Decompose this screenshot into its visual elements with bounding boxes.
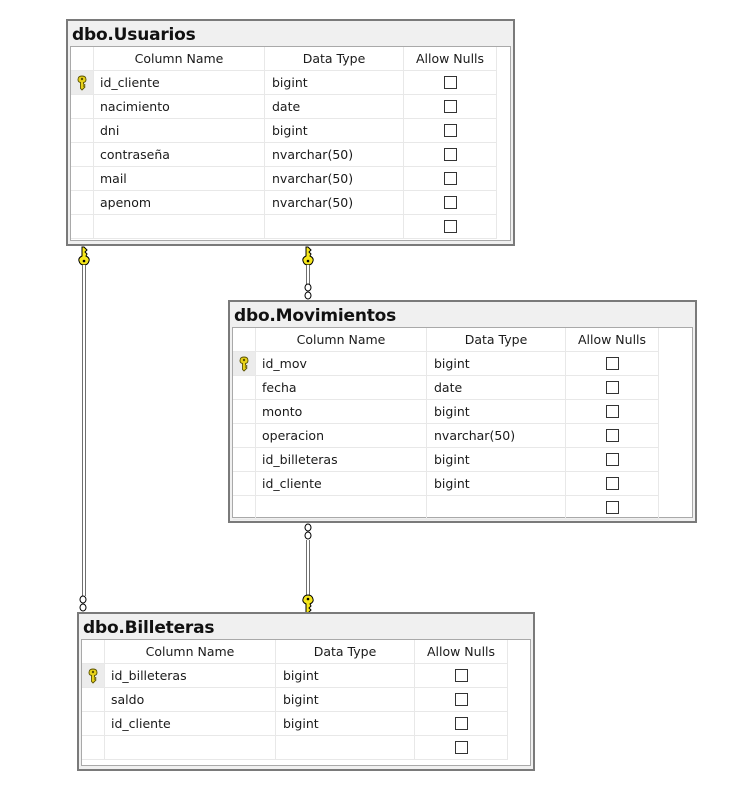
allow-nulls-cell — [404, 215, 497, 239]
data-type-cell[interactable]: bigint — [265, 119, 404, 143]
data-type-cell[interactable]: bigint — [276, 712, 415, 736]
header-allow-nulls: Allow Nulls — [566, 328, 659, 352]
column-name-cell[interactable]: mail — [94, 167, 265, 191]
infinity-end-icon — [78, 595, 88, 613]
data-type-cell[interactable] — [276, 736, 415, 760]
allow-nulls-checkbox[interactable] — [444, 196, 457, 209]
column-name-cell[interactable]: id_billeteras — [105, 664, 276, 688]
header-data-type: Data Type — [276, 640, 415, 664]
header-allow-nulls: Allow Nulls — [415, 640, 508, 664]
column-name-cell[interactable]: id_billeteras — [256, 448, 427, 472]
data-type-cell[interactable]: bigint — [265, 71, 404, 95]
row-selector[interactable] — [233, 352, 256, 376]
data-type-cell[interactable]: date — [427, 376, 566, 400]
header-column-name: Column Name — [256, 328, 427, 352]
data-type-cell[interactable]: nvarchar(50) — [265, 167, 404, 191]
relationship-line[interactable] — [306, 540, 310, 596]
row-selector[interactable] — [233, 400, 256, 424]
allow-nulls-checkbox[interactable] — [606, 357, 619, 370]
column-name-cell[interactable]: dni — [94, 119, 265, 143]
row-selector[interactable] — [233, 472, 256, 496]
column-grid — [232, 327, 693, 518]
row-selector[interactable] — [82, 664, 105, 688]
allow-nulls-checkbox[interactable] — [444, 220, 457, 233]
header-data-type: Data Type — [265, 47, 404, 71]
allow-nulls-cell — [415, 736, 508, 760]
data-type-cell[interactable]: bigint — [427, 352, 566, 376]
allow-nulls-checkbox[interactable] — [444, 76, 457, 89]
row-selector-header — [82, 640, 105, 664]
allow-nulls-checkbox[interactable] — [455, 669, 468, 682]
data-type-cell[interactable]: nvarchar(50) — [265, 191, 404, 215]
row-selector[interactable] — [233, 496, 256, 520]
row-selector[interactable] — [71, 191, 94, 215]
allow-nulls-checkbox[interactable] — [606, 477, 619, 490]
data-type-cell[interactable]: bigint — [427, 400, 566, 424]
allow-nulls-checkbox[interactable] — [606, 453, 619, 466]
allow-nulls-cell — [404, 191, 497, 215]
allow-nulls-cell — [404, 95, 497, 119]
header-column-name: Column Name — [94, 47, 265, 71]
data-type-cell[interactable] — [265, 215, 404, 239]
column-name-cell[interactable]: nacimiento — [94, 95, 265, 119]
allow-nulls-cell — [404, 167, 497, 191]
row-selector[interactable] — [71, 143, 94, 167]
row-selector[interactable] — [82, 736, 105, 760]
allow-nulls-checkbox[interactable] — [455, 693, 468, 706]
column-name-cell[interactable]: id_cliente — [94, 71, 265, 95]
relationship-line[interactable] — [306, 265, 310, 284]
data-type-cell[interactable]: nvarchar(50) — [265, 143, 404, 167]
infinity-end-icon — [303, 523, 313, 541]
table-title: dbo.Movimientos — [234, 306, 397, 326]
data-type-cell[interactable]: bigint — [276, 688, 415, 712]
row-selector[interactable] — [71, 167, 94, 191]
primary-key-icon — [238, 356, 250, 372]
row-selector[interactable] — [71, 119, 94, 143]
column-grid — [70, 46, 511, 241]
allow-nulls-checkbox[interactable] — [444, 172, 457, 185]
key-end-icon — [76, 246, 92, 266]
allow-nulls-checkbox[interactable] — [606, 501, 619, 514]
column-name-cell[interactable] — [105, 736, 276, 760]
column-name-cell[interactable]: saldo — [105, 688, 276, 712]
key-end-icon — [300, 246, 316, 266]
allow-nulls-checkbox[interactable] — [444, 100, 457, 113]
row-selector[interactable] — [71, 215, 94, 239]
data-type-cell[interactable]: bigint — [427, 472, 566, 496]
allow-nulls-cell — [415, 712, 508, 736]
row-selector[interactable] — [71, 95, 94, 119]
allow-nulls-checkbox[interactable] — [444, 148, 457, 161]
allow-nulls-checkbox[interactable] — [606, 405, 619, 418]
infinity-end-icon — [303, 283, 313, 301]
row-selector[interactable] — [71, 71, 94, 95]
header-column-name: Column Name — [105, 640, 276, 664]
data-type-cell[interactable]: date — [265, 95, 404, 119]
key-end-icon — [300, 594, 316, 614]
header-data-type: Data Type — [427, 328, 566, 352]
relationship-line[interactable] — [82, 265, 86, 596]
row-selector[interactable] — [82, 712, 105, 736]
primary-key-icon — [76, 75, 88, 91]
allow-nulls-cell — [404, 119, 497, 143]
column-name-cell[interactable]: apenom — [94, 191, 265, 215]
column-grid — [81, 639, 531, 766]
allow-nulls-cell — [566, 376, 659, 400]
row-selector[interactable] — [82, 688, 105, 712]
column-name-cell[interactable]: operacion — [256, 424, 427, 448]
allow-nulls-cell — [404, 143, 497, 167]
allow-nulls-cell — [566, 424, 659, 448]
allow-nulls-checkbox[interactable] — [444, 124, 457, 137]
column-name-cell[interactable] — [256, 496, 427, 520]
allow-nulls-checkbox[interactable] — [606, 429, 619, 442]
column-name-cell[interactable]: monto — [256, 400, 427, 424]
data-type-cell[interactable]: bigint — [427, 448, 566, 472]
column-name-cell[interactable]: fecha — [256, 376, 427, 400]
allow-nulls-cell — [566, 352, 659, 376]
row-selector[interactable] — [233, 376, 256, 400]
table-billeteras[interactable] — [77, 612, 535, 771]
row-selector[interactable] — [233, 448, 256, 472]
allow-nulls-cell — [415, 664, 508, 688]
allow-nulls-checkbox[interactable] — [455, 717, 468, 730]
table-title: dbo.Billeteras — [83, 618, 215, 638]
allow-nulls-checkbox[interactable] — [606, 381, 619, 394]
allow-nulls-cell — [566, 472, 659, 496]
primary-key-icon — [87, 668, 99, 684]
row-selector-header — [71, 47, 94, 71]
allow-nulls-cell — [566, 448, 659, 472]
row-selector-header — [233, 328, 256, 352]
table-usuarios[interactable] — [66, 19, 515, 246]
data-type-cell[interactable]: nvarchar(50) — [427, 424, 566, 448]
allow-nulls-cell — [566, 400, 659, 424]
column-name-cell[interactable]: id_cliente — [256, 472, 427, 496]
header-allow-nulls: Allow Nulls — [404, 47, 497, 71]
column-name-cell[interactable]: id_mov — [256, 352, 427, 376]
table-title: dbo.Usuarios — [72, 25, 196, 45]
column-name-cell[interactable]: contraseña — [94, 143, 265, 167]
table-movimientos[interactable] — [228, 300, 697, 523]
allow-nulls-cell — [404, 71, 497, 95]
allow-nulls-cell — [566, 496, 659, 520]
allow-nulls-checkbox[interactable] — [455, 741, 468, 754]
data-type-cell[interactable] — [427, 496, 566, 520]
column-name-cell[interactable]: id_cliente — [105, 712, 276, 736]
allow-nulls-cell — [415, 688, 508, 712]
column-name-cell[interactable] — [94, 215, 265, 239]
data-type-cell[interactable]: bigint — [276, 664, 415, 688]
row-selector[interactable] — [233, 424, 256, 448]
